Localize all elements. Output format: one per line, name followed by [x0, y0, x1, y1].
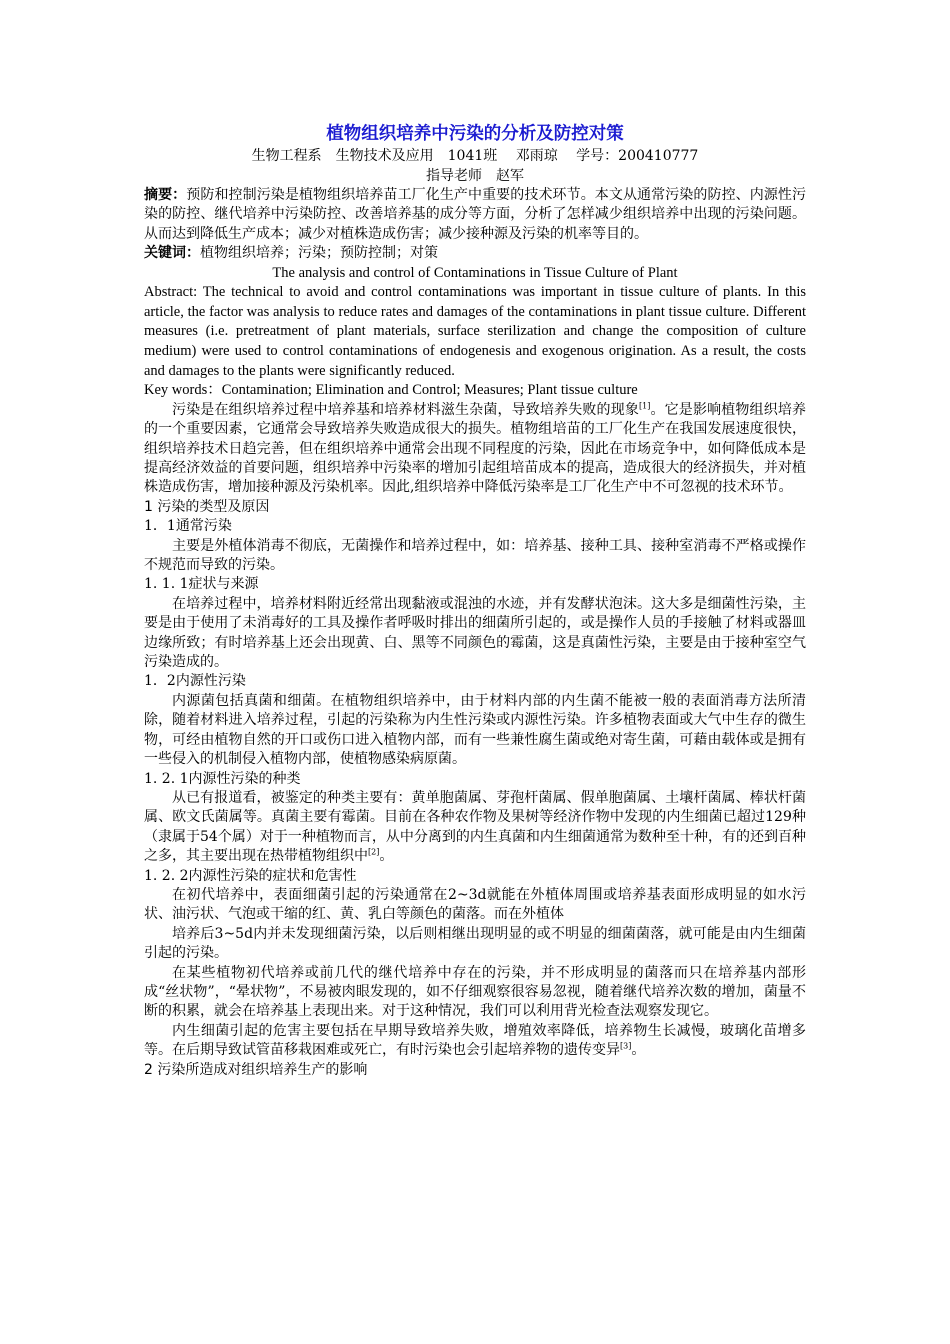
paragraph-1-2-2-a: 在初代培养中，表面细菌引起的污染通常在2~3d就能在外植体周围或培养基表面形成明显的如水污状、油污状、气泡或干缩的红、黄、乳白等颜色的菌落。而在外植体 [144, 886, 806, 923]
document-page [144, 122, 806, 1080]
citation-3: [3] [620, 1041, 632, 1051]
subsection-heading-1-1-1: 1. 1. 1症状与来源 [144, 576, 259, 593]
citation-2: [2] [368, 847, 380, 857]
subsection-heading-1-2: 1．2内源性污染 [144, 673, 246, 690]
paragraph-1-1: 主要是外植体消毒不彻底，无菌操作和培养过程中，如：培养基、接种工具、接种室消毒不严格或操作不规范而导致的污染。 [144, 537, 806, 574]
english-title: The analysis and control of Contaminations in Tissue Culture of Plant [272, 264, 678, 281]
keywords-label: 关键词： [144, 245, 200, 262]
english-abstract: Abstract: The technical to avoid and control contaminations was important in tissue culture of plants. In this article, the factor was analysis to reduce rates and damages of the contaminations in plant tissue culture. Different measures (i.e. pretreatment of plant materials, surface sterilization and change the composition of culture medium) were used to control contaminations of endogenesis and exogenous origination. As a result, the costs and damages to the plants were significantly reduced. [144, 284, 806, 379]
abstract-text: 预防和控制污染是植物组织培养苗工厂化生产中重要的技术环节。本文从通常污染的防控、内源性污染的防控、继代培养中污染防控、改善培养基的成分等方面，分析了怎样减少组织培养中出现的污染问题。从而达到降低生产成本；减少对植株造成伤害；减少接种源及污染的机率等目的。 [144, 187, 807, 242]
subsection-heading-1-1: 1．1通常污染 [144, 518, 232, 535]
paragraph-1-2-2-d [144, 1022, 806, 1061]
paragraph-1-1-1: 在培养过程中，培养材料附近经常出现黏液或混浊的水迹，并有发酵状泡沫。这大多是细菌性污染，主要是由于使用了未消毒好的工具及操作者呼吸时排出的细菌所引起的，或是操作人员的手接触了材料或器皿边缘所致；有时培养基上还会出现黄、白、黑等不同颜色的霉菌，这是真菌性污染，主要是由于接种室空气污染造成的。 [144, 595, 806, 671]
intro-paragraph [144, 401, 806, 498]
abstract-cn [144, 186, 806, 244]
subsection-heading-1-2-1: 1. 2. 1内源性污染的种类 [144, 770, 301, 787]
intro-text-a: 污染是在组织培养过程中培养基和培养材料滋生杂菌，导致培养失败的现象 [172, 401, 639, 418]
paragraph-1-2-2-c: 在某些植物初代培养或前几代的继代培养中存在的污染，并不形成明显的菌落而只在培养基内部形成“丝状物”，“晕状物”，不易被肉眼发现的，如不仔细观察很容易忽视，随着继代培养次数的增加，菌量不断的积累，就会在培养基上表现出来。对于这种情况，我们可以利用背光检查法观察发现它。 [144, 964, 806, 1020]
paragraph-1-2-1 [144, 789, 806, 867]
paper-title: 植物组织培养中污染的分析及防控对策 [326, 124, 624, 144]
citation-1: [1] [639, 401, 651, 411]
paragraph-1-2-2-d-end: 。 [631, 1042, 646, 1059]
paragraph-1-2-1-text: 从已有报道看，被鉴定的种类主要有：黄单胞菌属、芽孢杆菌属、假单胞菌属、土壤杆菌属、棒状杆菌属、欧文氏菌属等。真菌主要有霉菌。目前在各种农作物及果树等经济作物中发现的内生细菌已超过129种（隶属于54个属）对于一种植物而言，从中分离到的内生真菌和内生细菌通常为数种至十种，有的还到百种之多，其主要出现在热带植物组织中 [144, 789, 806, 865]
paragraph-1-2-2-d-text: 内生细菌引起的危害主要包括在早期导致培养失败，增殖效率降低，培养物生长减慢，玻璃化苗增多等。在后期导致试管苗移栽困难或死亡，有时污染也会引起培养物的遗传变异 [144, 1022, 806, 1059]
keywords-cn [144, 244, 806, 263]
paragraph-1-2-1-end: 。 [379, 848, 394, 865]
intro-text-b: 。它是影响植物组织培养的一个重要因素，它通常会导致培养失败造成很大的损失。植物组培苗的工厂化生产在我国发展速度很快，组织培养技术日趋完善，但在组织培养中通常会出现不同程度的污染，因此在市场竞争中，如何降低成本是提高经济效益的首要问题，组织培养中污染率的增加引起组培苗成本的提高，造成很大的经济损失，并对植株造成伤害，增加接种源及污染机率。因此,组织培养中降低污染率是工厂化生产中不可忽视的技术环节。 [144, 401, 807, 496]
subsection-heading-1-2-2: 1. 2. 2内源性污染的症状和危害性 [144, 867, 357, 884]
paragraph-1-2-2-b: 培养后3~5d内并未发现细菌污染，以后则相继出现明显的或不明显的细菌菌落，就可能是由内生细菌引起的污染。 [144, 925, 806, 962]
english-keywords: Key words：Contamination; Elimination and Control; Measures; Plant tissue culture [144, 382, 638, 399]
paragraph-1-2: 内源菌包括真菌和细菌。在植物组织培养中，由于材料内部的内生菌不能被一般的表面消毒方法所清除，随着材料进入培养过程，引起的污染称为内生性污染或内源性污染。许多植物表面或大气中生存的微生物，可经由植物自然的开口或伤口进入植物内部，而有一些兼性腐生菌或绝对寄生菌，可藉由载体或是拥有一些侵入的机制侵入植物内部，使植物感染病原菌。 [144, 692, 806, 768]
advisor-line: 指导老师 赵军 [426, 168, 524, 184]
section-heading-2: 2 污染所造成对组织培养生产的影响 [144, 1061, 368, 1078]
keywords-text: 植物组织培养；污染；预防控制；对策 [200, 245, 438, 262]
author-line: 生物工程系 生物技术及应用 1041班 邓雨琼 学号：200410777 [251, 148, 699, 164]
abstract-label: 摘要： [144, 187, 187, 203]
section-heading-1: 1 污染的类型及原因 [144, 498, 270, 515]
